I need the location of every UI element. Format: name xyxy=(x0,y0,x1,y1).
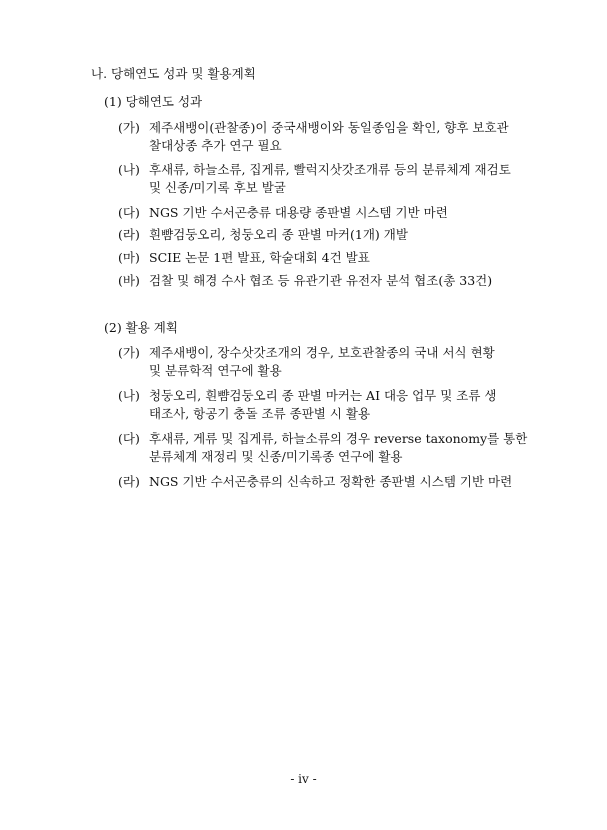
results-item-text: 흰뺨검둥오리, 청둥오리 종 판별 마커(1개) 개발 xyxy=(149,227,408,242)
section-heading: 나. 당해연도 성과 및 활용계획 xyxy=(91,66,256,81)
results-item-text: NGS 기반 수서곤충류 대용량 종판별 시스템 기반 마련 xyxy=(149,205,448,220)
plans-item-label: (다) xyxy=(118,431,140,446)
results-item-text: 및 신종/미기록 후보 발굴 xyxy=(149,180,286,195)
plans-item-text: 태조사, 항공기 충돌 조류 종판별 시 활용 xyxy=(149,406,371,421)
results-title: (1) 당해연도 성과 xyxy=(104,94,203,109)
plans-item-label: (가) xyxy=(118,345,140,360)
plans-title: (2) 활용 계획 xyxy=(104,320,178,335)
results-item-text: 제주새뱅이(관찰종)이 중국새뱅이와 동일종임을 확인, 향후 보호관 xyxy=(149,120,509,135)
results-item-text: 찰대상종 추가 연구 필요 xyxy=(149,138,282,153)
plans-item-text: NGS 기반 수서곤충류의 신속하고 정확한 종판별 시스템 기반 마련 xyxy=(149,474,513,489)
results-item-label: (나) xyxy=(118,162,140,177)
results-item-label: (다) xyxy=(118,205,140,220)
plans-item-text: 후새류, 게류 및 집게류, 하늘소류의 경우 reverse taxonomy를 통한 xyxy=(149,431,528,446)
plans-item-text: 청둥오리, 흰뺨검둥오리 종 판별 마커는 AI 대응 업무 및 조류 생 xyxy=(149,388,497,403)
plans-item-text: 제주새뱅이, 장수삿갓조개의 경우, 보호관찰종의 국내 서식 현황 xyxy=(149,345,495,360)
results-item-label: (라) xyxy=(118,227,140,242)
results-item-label: (바) xyxy=(118,273,140,288)
results-item-label: (가) xyxy=(118,120,140,135)
plans-item-label: (라) xyxy=(118,474,140,489)
results-item-text: SCIE 논문 1편 발표, 학술대회 4건 발표 xyxy=(149,250,370,265)
results-item-text: 후새류, 하늘소류, 집게류, 빨럭지삿갓조개류 등의 분류체계 재검토 xyxy=(149,162,511,177)
plans-item-text: 분류체계 재정리 및 신종/미기록종 연구에 활용 xyxy=(149,449,403,464)
plans-item-text: 및 분류학적 연구에 활용 xyxy=(149,363,282,378)
results-item-text: 검찰 및 해경 수사 협조 등 유관기관 유전자 분석 협조(총 33건) xyxy=(149,273,493,288)
page-number: - iv - xyxy=(290,772,317,786)
plans-item-label: (나) xyxy=(118,388,140,403)
results-item-label: (마) xyxy=(118,250,140,265)
